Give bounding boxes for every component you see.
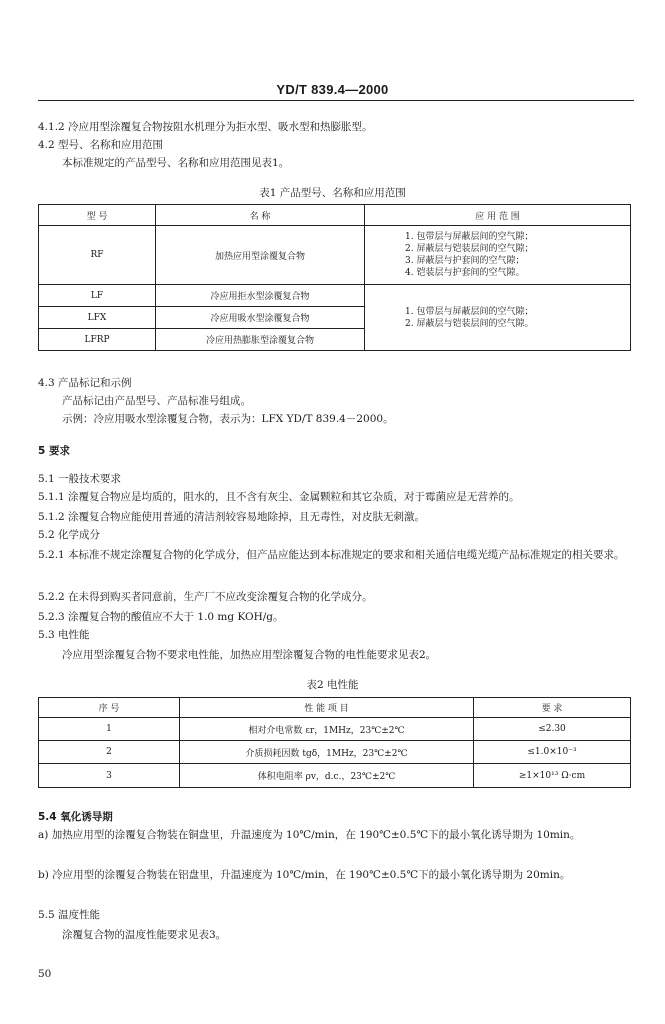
clause-5-1: 5.1 一般技术要求 bbox=[38, 473, 122, 485]
table1-cell-model: LFX bbox=[39, 307, 156, 329]
table1-cell-purpose bbox=[365, 226, 631, 285]
clause-4-3-body-1: 产品标记由产品型号、产品标准号组成。 bbox=[62, 395, 251, 407]
clause-5-5-body: 涂覆复合物的温度性能要求见表3。 bbox=[62, 929, 227, 941]
table1-header-purpose: 应 用 范 围 bbox=[365, 205, 631, 226]
table-1 bbox=[38, 204, 631, 351]
table1-cell-model: LF bbox=[39, 285, 156, 307]
table2-cell-req: ≤1.0×10⁻³ bbox=[474, 741, 631, 764]
clause-4-1-2: 4.1.2 冷应用型涂覆复合物按阻水机理分为拒水型、吸水型和热膨胀型。 bbox=[38, 121, 373, 133]
table2-cell-item: 相对介电常数 εr，1MHz，23℃±2℃ bbox=[180, 718, 474, 741]
table1-cell-name: 冷应用吸水型涂覆复合物 bbox=[156, 307, 365, 329]
clause-4-2-body: 本标准规定的产品型号、名称和应用范围见表1。 bbox=[62, 157, 290, 169]
clause-5-4-b: b) 冷应用型的涂覆复合物装在铝盘里，升温速度为 10℃/min，在 190℃±0.5℃下的最小氧化诱导期为 20min。 bbox=[38, 869, 571, 881]
clause-5-3-body: 冷应用型涂覆复合物不要求电性能，加热应用型涂覆复合物的电性能要求见表2。 bbox=[62, 649, 437, 661]
table2-caption: 表2 电性能 bbox=[306, 679, 359, 691]
clause-5-4: 5.4 氧化诱导期 bbox=[38, 811, 113, 823]
purpose-line: 1. 包带层与屏蔽层间的空气隙； bbox=[405, 306, 534, 317]
clause-5-2-2: 5.2.2 在未得到购买者同意前，生产厂不应改变涂覆复合物的化学成分。 bbox=[38, 591, 373, 603]
table2-header-req: 要 求 bbox=[474, 698, 631, 718]
table1-cell-name: 加热应用型涂覆复合物 bbox=[156, 226, 365, 285]
table2-cell-no: 3 bbox=[39, 764, 180, 788]
clause-5-5: 5.5 温度性能 bbox=[38, 909, 101, 921]
table1-cell-model: RF bbox=[39, 226, 156, 285]
table1-cell-purpose bbox=[365, 285, 631, 351]
table1-header-name: 名 称 bbox=[156, 205, 365, 226]
clause-4-2: 4.2 型号、名称和应用范围 bbox=[38, 139, 164, 151]
table2-cell-no: 1 bbox=[39, 718, 180, 741]
table-2 bbox=[38, 697, 631, 788]
purpose-line: 1. 包带层与屏蔽层间的空气隙； bbox=[405, 232, 534, 242]
clause-4-3: 4.3 产品标记和示例 bbox=[38, 377, 132, 389]
clause-5-1-2: 5.1.2 涂覆复合物应能使用普通的清洁剂较容易地除掉，且无毒性，对皮肤无刺激。 bbox=[38, 511, 426, 523]
table2-cell-req: ≥1×10¹³ Ω·cm bbox=[474, 764, 631, 788]
table2-cell-no: 2 bbox=[39, 741, 180, 764]
purpose-line: 2. 屏蔽层与铠装层间的空气隙； bbox=[405, 244, 534, 254]
clause-5-1-1: 5.1.1 涂覆复合物应是均质的，阻水的，且不含有灰尘、金属颗粒和其它杂质，对于霉菌应是无营养的。 bbox=[38, 491, 520, 503]
section-5-heading: 5 要求 bbox=[38, 445, 70, 457]
table1-caption: 表1 产品型号、名称和应用范围 bbox=[259, 187, 406, 199]
table1-cell-name: 冷应用热膨胀型涂覆复合物 bbox=[156, 329, 365, 351]
table2-header-item: 性 能 项 目 bbox=[180, 698, 474, 718]
purpose-line: 2. 屏蔽层与铠装层间的空气隙。 bbox=[405, 318, 534, 329]
table1-header-model: 型 号 bbox=[39, 205, 156, 226]
clause-5-3: 5.3 电性能 bbox=[38, 629, 90, 641]
purpose-line: 4. 铠装层与护套间的空气隙。 bbox=[405, 268, 525, 278]
clause-5-2-3: 5.2.3 涂覆复合物的酸值应不大于 1.0 mg KOH/g。 bbox=[38, 611, 284, 623]
table2-header-no: 序 号 bbox=[39, 698, 180, 718]
header-rule bbox=[38, 100, 634, 101]
table1-cell-name: 冷应用拒水型涂覆复合物 bbox=[156, 285, 365, 307]
table2-cell-item: 介质损耗因数 tgδ，1MHz，23℃±2℃ bbox=[180, 741, 474, 764]
table1-cell-model: LFRP bbox=[39, 329, 156, 351]
table2-cell-req: ≤2.30 bbox=[474, 718, 631, 741]
purpose-line: 3. 屏蔽层与护套间的空气隙； bbox=[405, 256, 525, 266]
table2-cell-item: 体积电阻率 ρv，d.c.，23℃±2℃ bbox=[180, 764, 474, 788]
clause-5-2: 5.2 化学成分 bbox=[38, 529, 101, 541]
clause-5-4-a: a) 加热应用型的涂覆复合物装在铜盘里，升温速度为 10℃/min，在 190℃±0.5℃下的最小氧化诱导期为 10min。 bbox=[38, 829, 581, 841]
page-header: YD/T 839.4—2000 bbox=[276, 82, 389, 97]
clause-4-3-body-2: 示例：冷应用吸水型涂覆复合物，表示为：LFX YD/T 839.4－2000。 bbox=[62, 413, 394, 425]
page-number: 50 bbox=[38, 968, 52, 980]
clause-5-2-1: 5.2.1 本标准不规定涂覆复合物的化学成分，但产品应能达到本标准规定的要求和相关通信电缆光缆产品标准规定的相关要求。 bbox=[38, 549, 625, 561]
